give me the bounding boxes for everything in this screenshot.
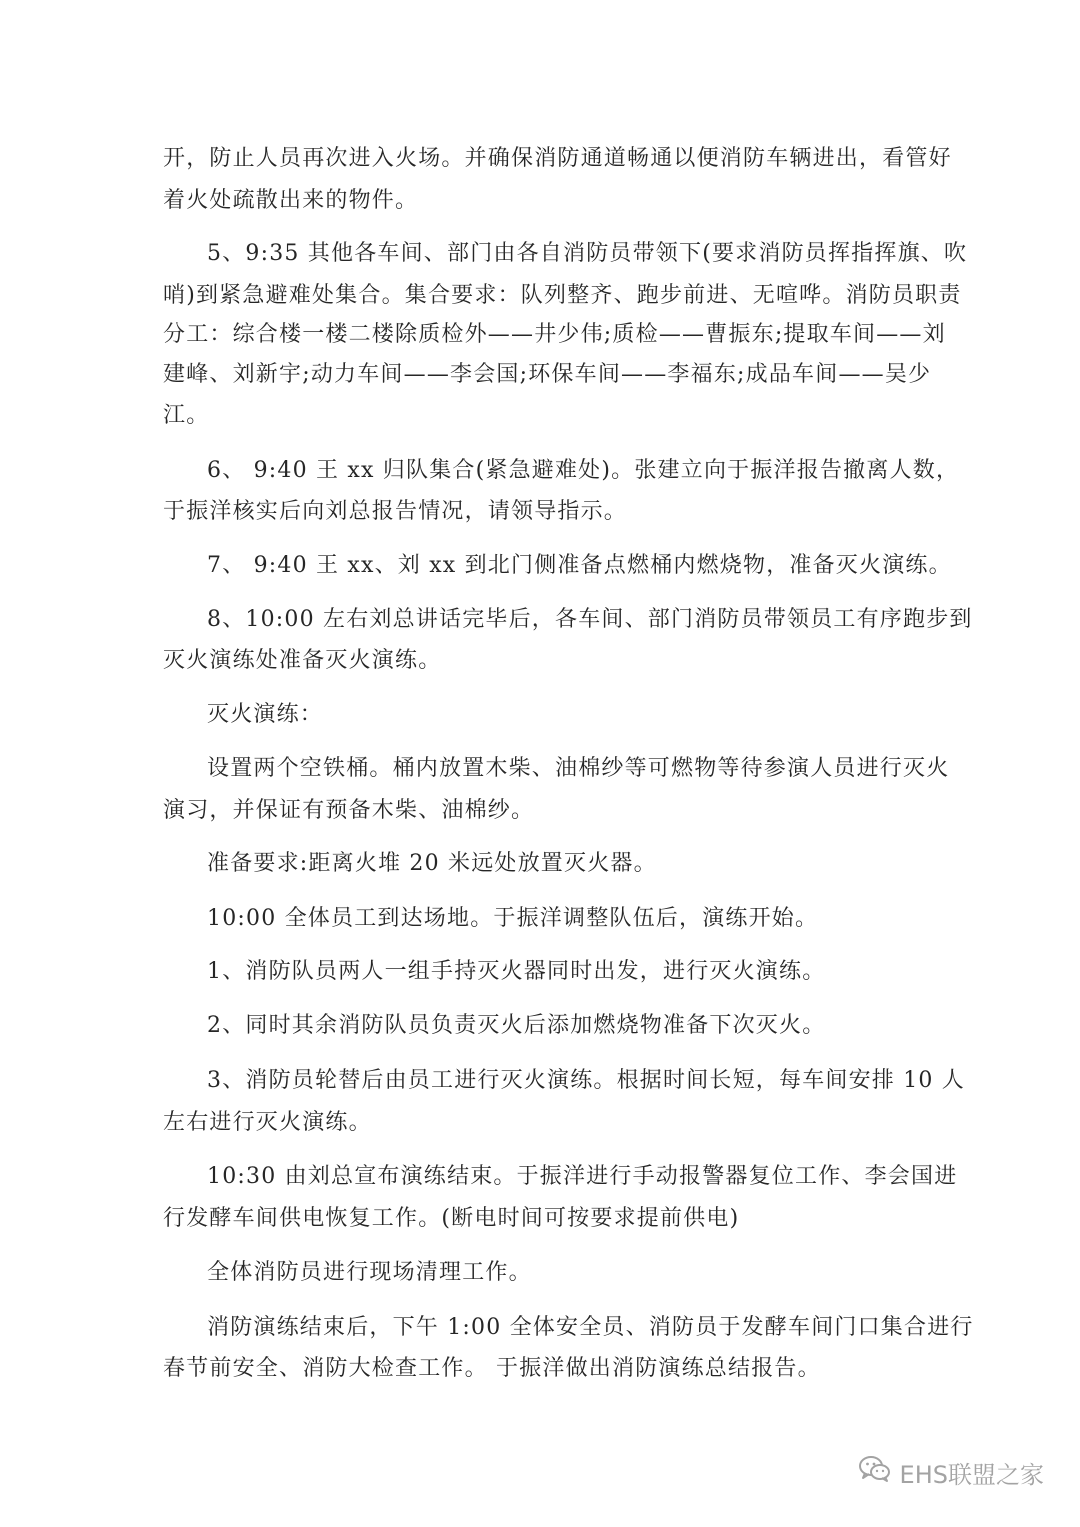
paragraph-line: 于振洋核实后向刘总报告情况，请领导指示。: [163, 499, 628, 524]
watermark: [858, 1452, 1044, 1492]
paragraph-line: 春节前安全、消防大检查工作。 于振洋做出消防演练总结报告。: [163, 1356, 821, 1381]
paragraph-line: 建峰、刘新宇;动力车间——李会国;环保车间——李福东;成品车间——吴少: [163, 362, 932, 387]
paragraph-line: 哨)到紧急避难处集合。集合要求：队列整齐、跑步前进、无喧哗。消防员职责: [163, 283, 962, 308]
paragraph-line: 6、 9:40 王 xx 归队集合(紧急避难处)。张建立向于振洋报告撤离人数，: [207, 458, 960, 483]
paragraph-line: 左右进行灭火演练。: [163, 1110, 372, 1135]
paragraph-line: 10:30 由刘总宣布演练结束。于振洋进行手动报警器复位工作、李会国进: [207, 1164, 958, 1189]
paragraph-line: 10:00 全体员工到达场地。于振洋调整队伍后，演练开始。: [207, 906, 819, 931]
wechat-icon: [858, 1454, 892, 1490]
section-heading: 灭火演练：: [207, 702, 324, 727]
paragraph-line: 3、消防员轮替后由员工进行灭火演练。根据时间长短，每车间安排 10 人: [207, 1068, 965, 1093]
paragraph-line: 全体消防员进行现场清理工作。: [207, 1260, 532, 1285]
paragraph-line: 演习，并保证有预备木柴、油棉纱。: [163, 798, 535, 823]
paragraph-line: 8、10:00 左右刘总讲话完毕后，各车间、部门消防员带领员工有序跑步到: [207, 607, 973, 632]
paragraph-line: 5、9:35 其他各车间、部门由各自消防员带领下(要求消防员挥指挥旗、吹: [207, 241, 968, 266]
watermark-text: EHS联盟之家: [899, 1460, 1044, 1489]
paragraph-line: 1、消防队员两人一组手持灭火器同时出发，进行灭火演练。: [207, 959, 826, 984]
paragraph-line: 7、 9:40 王 xx、刘 xx 到北门侧准备点燃桶内燃烧物，准备灭火演练。: [207, 553, 952, 578]
paragraph-line: 着火处疏散出来的物件。: [163, 188, 419, 213]
paragraph-line: 消防演练结束后，下午 1:00 全体安全员、消防员于发酵车间门口集合进行: [207, 1315, 974, 1340]
paragraph-line: 2、同时其余消防队员负责灭火后添加燃烧物准备下次灭火。: [207, 1013, 826, 1038]
paragraph-line: 开，防止人员再次进入火场。并确保消防通道畅通以便消防车辆进出，看管好: [163, 146, 952, 171]
paragraph-line: 设置两个空铁桶。桶内放置木柴、油棉纱等可燃物等待参演人员进行灭火: [207, 756, 950, 781]
paragraph-line: 灭火演练处准备灭火演练。: [163, 648, 442, 673]
paragraph-line: 分工：综合楼一楼二楼除质检外——井少伟;质检——曹振东;提取车间——刘: [163, 322, 946, 347]
paragraph-line: 行发酵车间供电恢复工作。(断电时间可按要求提前供电): [163, 1206, 740, 1231]
paragraph-line: 江。: [163, 403, 210, 428]
paragraph-line: 准备要求:距离火堆 20 米远处放置灭火器。: [207, 851, 657, 876]
